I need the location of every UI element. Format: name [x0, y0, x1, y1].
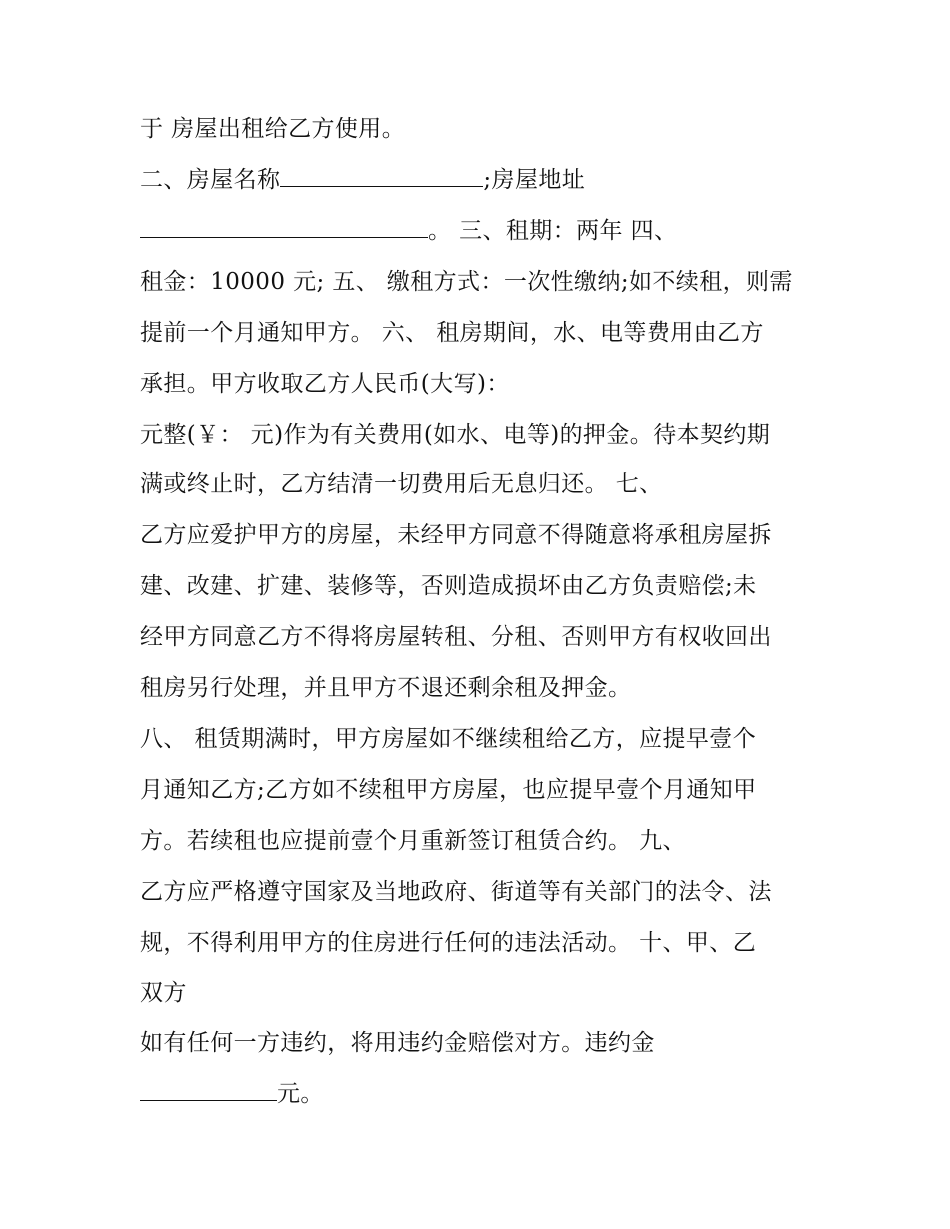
text-line-14 — [140, 775, 757, 805]
line-text: 乙方应爱护甲方的房屋，未经甲方同意不得随意将承租房屋拆 — [140, 522, 772, 548]
text-line-5 — [140, 318, 764, 348]
text-line-3 — [140, 216, 677, 246]
text-line-18 — [140, 978, 187, 1008]
line-text: 双方 — [140, 980, 187, 1006]
text-line-19 — [140, 1028, 655, 1058]
text-line-8 — [140, 469, 663, 499]
text-line-20 — [140, 1079, 324, 1109]
line-text: 八、 租赁期满时，甲方房屋如不继续租给乙方，应提早壹个 — [140, 726, 757, 752]
line-text: 建、改建、扩建、装修等，否则造成损坏由乙方负责赔偿;未 — [140, 573, 757, 599]
house-name-blank — [280, 166, 483, 187]
text-line-6 — [140, 369, 510, 399]
text-line-16 — [140, 877, 772, 907]
text-line-9 — [140, 520, 772, 550]
text-line-1 — [140, 114, 405, 144]
line-text: 满或终止时，乙方结清一切费用后无息归还。 七、 — [140, 471, 663, 497]
line-text: 租金：10000 元; 五、 缴租方式：一次性缴纳;如不续租，则需 — [140, 269, 793, 295]
text-line-4 — [140, 267, 793, 297]
line-text: 元。 — [277, 1081, 324, 1107]
line-text: 乙方应严格遵守国家及当地政府、街道等有关部门的法令、法 — [140, 879, 772, 905]
text-line-7 — [140, 420, 770, 450]
text-line-10 — [140, 571, 757, 601]
line-text: 月通知乙方;乙方如不续租甲方房屋，也应提早壹个月通知甲 — [140, 777, 757, 803]
text-line-11 — [140, 622, 772, 652]
line-text: 提前一个月通知甲方。 六、 租房期间，水、电等费用由乙方 — [140, 320, 764, 346]
text-line-17 — [140, 928, 756, 958]
text-line-12 — [140, 673, 631, 703]
house-name-label: 二、房屋名称 — [140, 167, 281, 193]
line-text: 承担。甲方收取乙方人民币(大写)： — [140, 371, 510, 397]
penalty-amount-blank — [140, 1080, 277, 1101]
text-line-15 — [140, 826, 686, 856]
house-address-label: ;房屋地址 — [483, 167, 586, 193]
line-text: 元整(￥： 元)作为有关费用(如水、电等)的押金。待本契约期 — [140, 422, 771, 448]
text-line-2 — [140, 165, 585, 195]
line-text: 方。若续租也应提前壹个月重新签订租赁合约。 九、 — [140, 828, 686, 854]
house-address-blank — [140, 217, 428, 238]
line-text: 。 三、租期：两年 四、 — [428, 218, 678, 244]
line-text: 如有任何一方违约，将用违约金赔偿对方。违约金 — [140, 1030, 655, 1056]
line-text: 规，不得利用甲方的住房进行任何的违法活动。 十、甲、乙 — [140, 930, 757, 956]
line-text: 租房另行处理，并且甲方不退还剩余租及押金。 — [140, 675, 632, 701]
line-text: 经甲方同意乙方不得将房屋转租、分租、否则甲方有权收回出 — [140, 624, 772, 650]
text-line-13 — [140, 724, 756, 754]
line-text: 于 房屋出租给乙方使用。 — [140, 116, 406, 142]
